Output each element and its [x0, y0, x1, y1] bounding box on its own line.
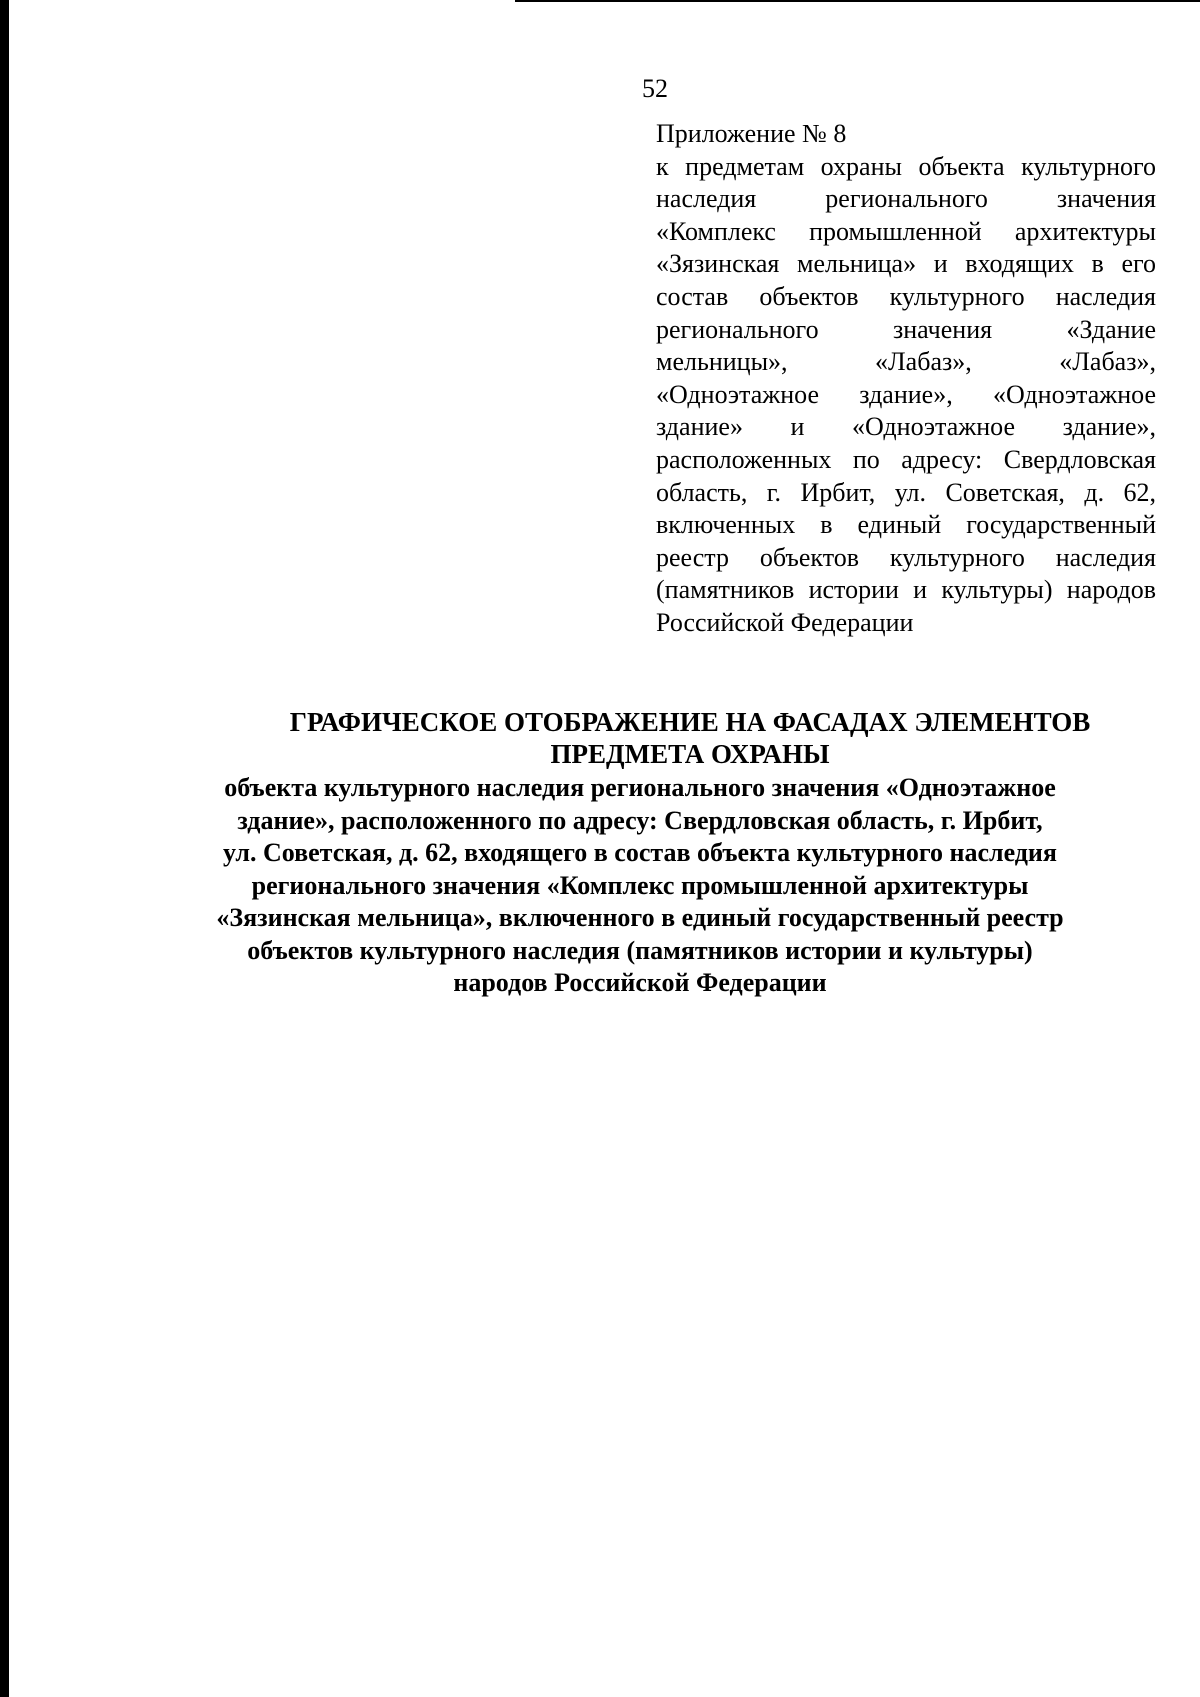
- subheading-line: объектов культурного наследия (памятников истории и культуры): [247, 935, 1033, 965]
- heading-line: ПРЕДМЕТА ОХРАНЫ: [550, 739, 830, 769]
- subheading-line: народов Российской Федерации: [453, 968, 827, 997]
- subheading-line: «Зязинская мельница», включенного в единый государственный реестр: [216, 903, 1064, 932]
- appendix-title: Приложение № 8: [656, 119, 847, 148]
- scan-edge-top: [515, 0, 1200, 2]
- subheading-line: здание», расположенного по адресу: Свердловская область, г. Ирбит,: [237, 805, 1043, 835]
- appendix-block: [656, 118, 1156, 640]
- subheading-line: регионального значения «Комплекс промышленной архитектуры: [251, 870, 1029, 900]
- document-subheading: [140, 772, 1140, 1000]
- scan-edge-left: [0, 0, 9, 1697]
- heading-line: ГРАФИЧЕСКОЕ ОТОБРАЖЕНИЕ НА ФАСАДАХ ЭЛЕМЕНТОВ: [289, 707, 1091, 737]
- subheading-line: объекта культурного наследия регионального значения «Одноэтажное: [224, 773, 1056, 802]
- page-number: 52: [642, 74, 668, 103]
- appendix-body: к предметам охраны объекта культурного наследия регионального значения «Комплекс промышленной архитектуры «Зязинская мельница» и входящих в его состав объектов культурного наследия регионального значения «Здание мельницы», «Лабаз», «Лабаз», «Одноэтажное здание», «Одноэтажное здание» и «Одноэтажное здание», расположенных по адресу: Свердловская область, г. Ирбит, ул. Советская, д. 62, включенных в единый государственный реестр объектов культурного наследия (памятников истории и культуры) народов Российской Федерации: [656, 151, 1156, 637]
- subheading-line: ул. Советская, д. 62, входящего в состав объекта культурного наследия: [223, 838, 1057, 867]
- document-heading: [150, 706, 1200, 770]
